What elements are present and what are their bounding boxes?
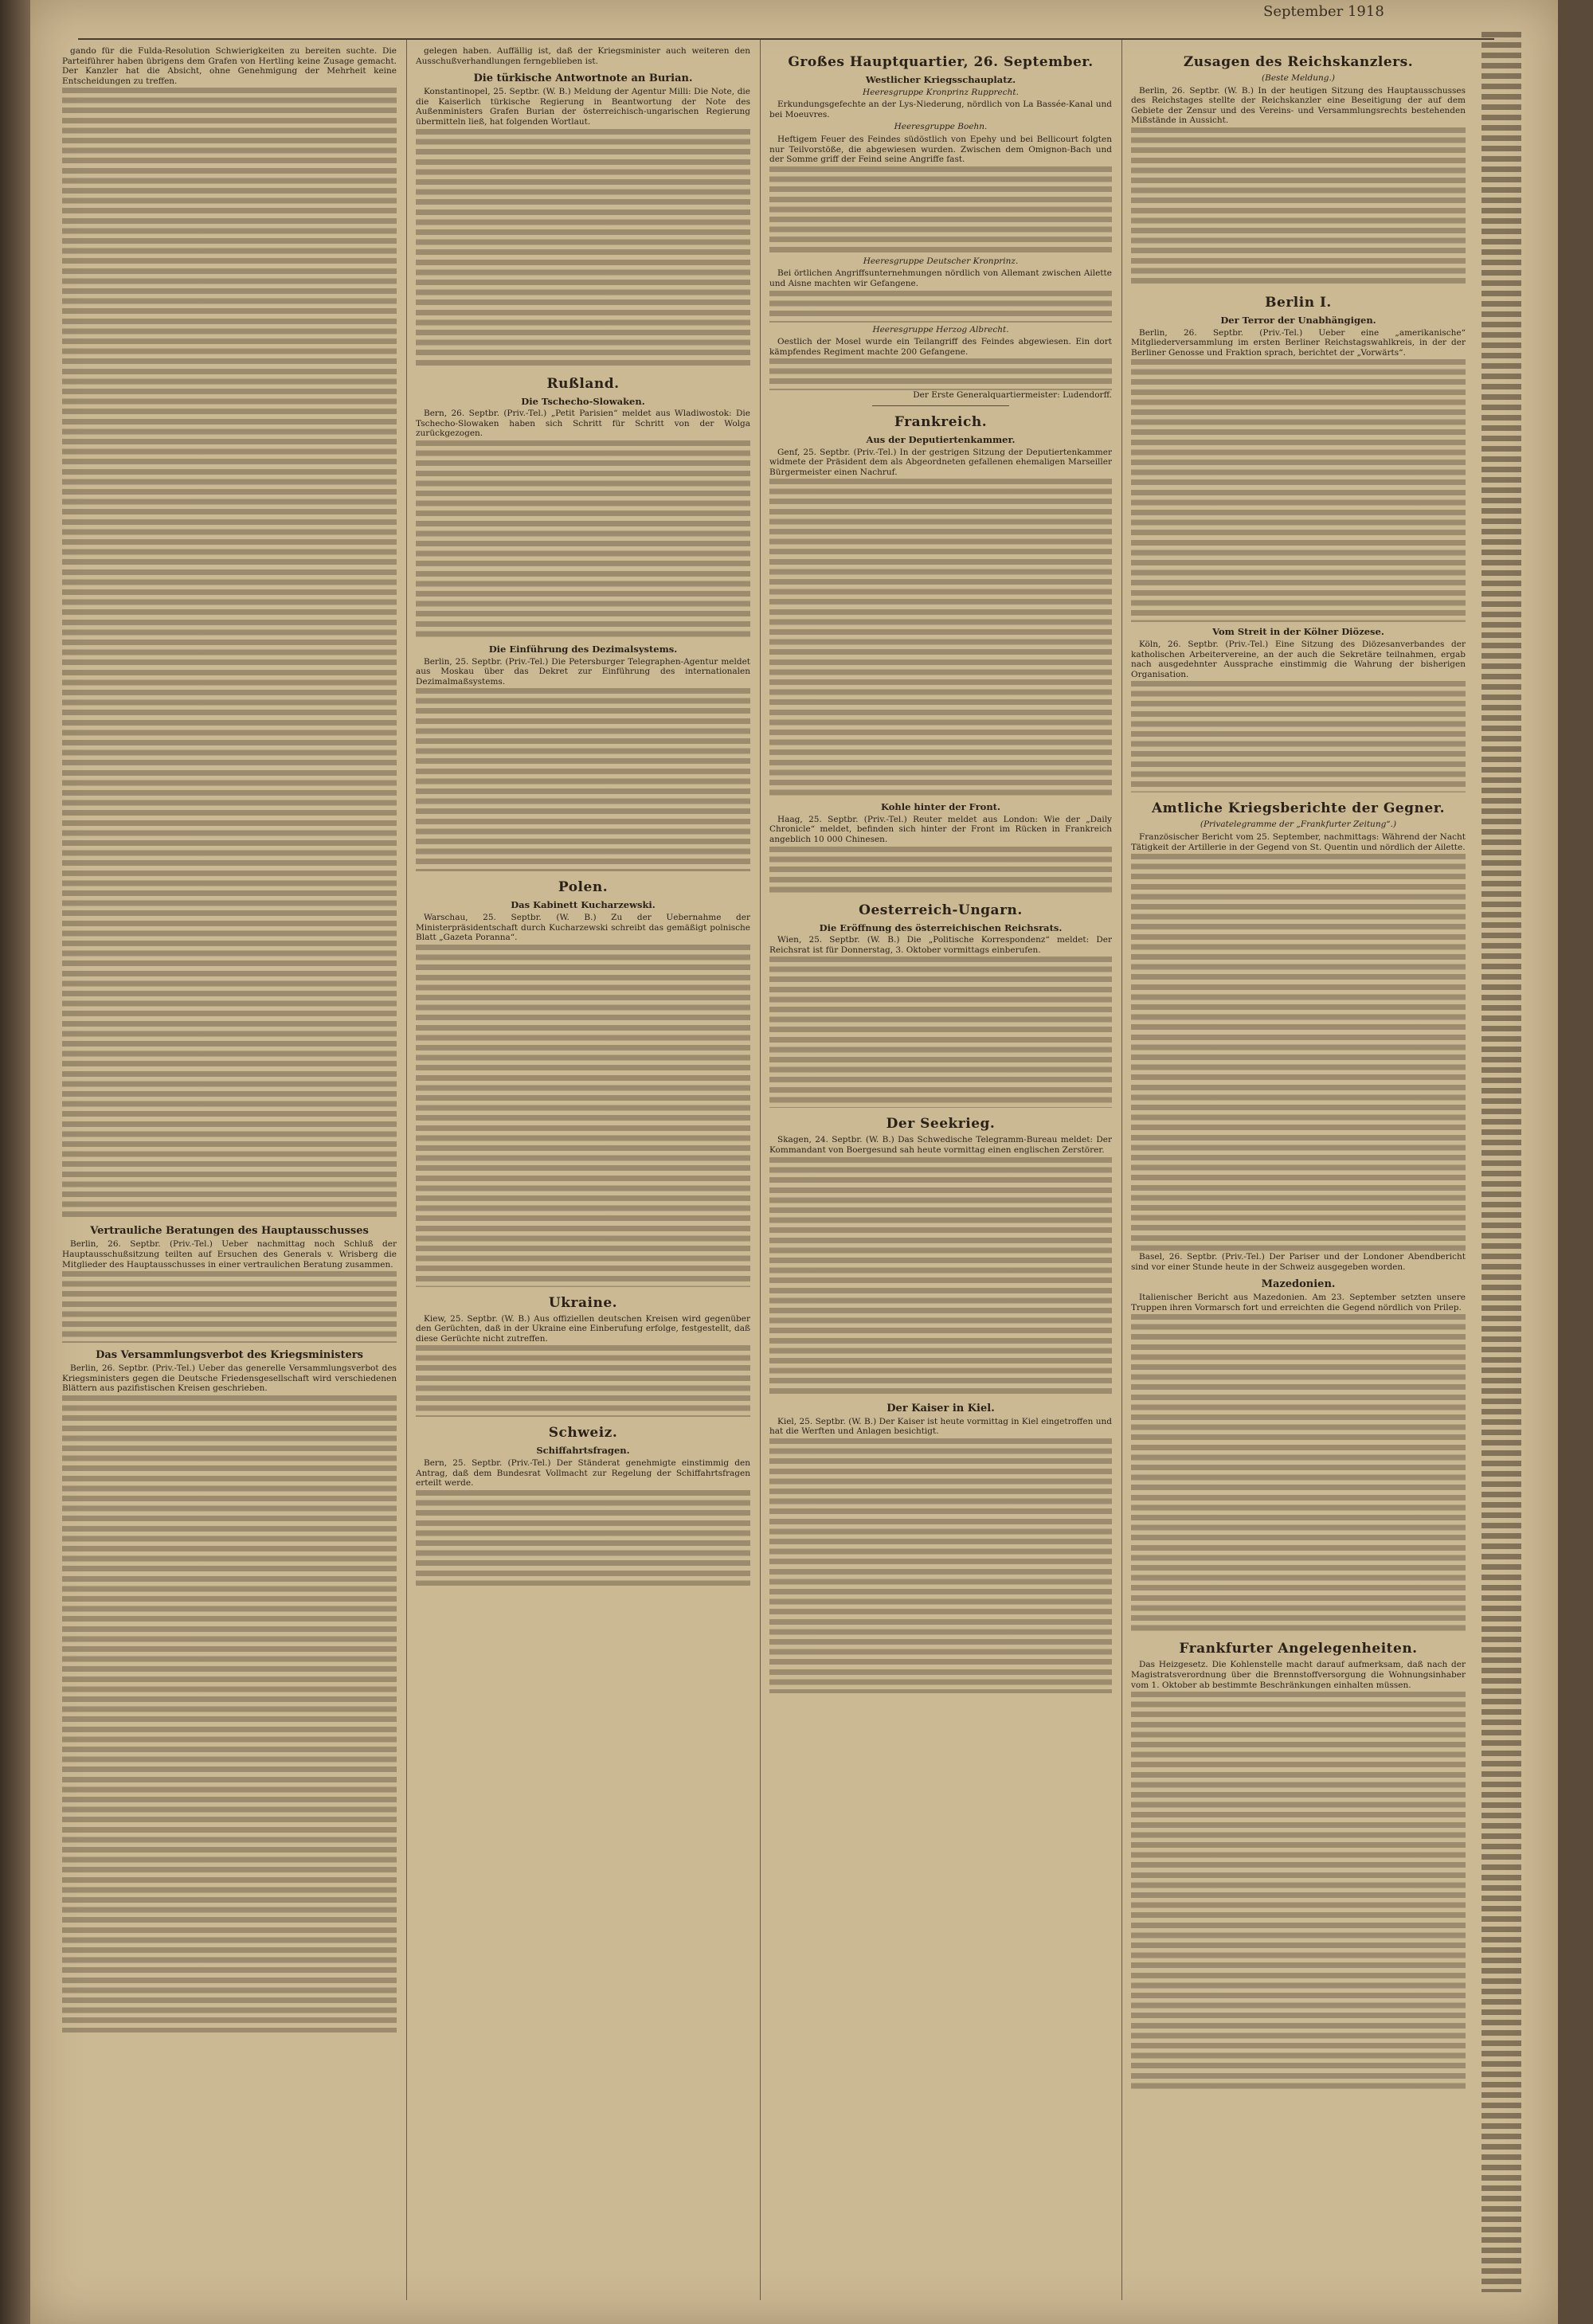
adjacent-page-edge <box>1481 32 1521 2292</box>
col3-heading-seekrieg: Der Seekrieg. <box>886 1116 996 1133</box>
col1-top-paragraph: gando für die Fulda-Resolution Schwierigkeiten zu bereiten suchte. Die Parteiführer haben übrigens dem Grafen von Hertling keine Zusage gemacht. Der Kanzler hat die Absicht, ohne Genehmigung der Mehrheit keine Entscheidungen zu treffen. <box>62 46 397 86</box>
col2-paragraph-turkish: Konstantinopel, 25. Septbr. (W. B.) Meldung der Agentur Milli: Die Note, die die Kaiserlich türkische Regierung in Beantwortung der Note des Außenministers Grafen Burian der österreichisch-ungarischen Regierung übermitteln ließ, hat folgenden Wortlaut. <box>416 87 750 127</box>
col2-text-block-5 <box>416 1345 750 1417</box>
col4-paragraph-terror: Berlin, 26. Septbr. (Priv.-Tel.) Ueber eine „amerikanische“ Mitgliederversammlung im ersten Berliner Reichstagswahlkreis, in der der Berliner Genosse und Fraktion sprach, berichtet der „Vorwärts“. <box>1131 327 1466 358</box>
col4-text-block-6 <box>1131 1692 1466 2090</box>
column-rule <box>406 40 407 2300</box>
col2-heading-dezimal: Die Einführung des Dezimalsystems. <box>488 643 678 655</box>
col3-text-block-2 <box>769 291 1112 323</box>
col3-text-block-4 <box>769 479 1112 797</box>
col2-subheading-tschecho: Die Tschecho-Slowaken. <box>521 395 645 407</box>
col3-paragraph-kronprinz: Bei örtlichen Angriffsunternehmungen nördlich von Allemant zwischen Ailette und Aisne machten wir Gefangene. <box>769 268 1112 288</box>
col2-text-block-6 <box>416 1490 750 1586</box>
col3-subheading-west: Westlicher Kriegsschauplatz. <box>865 74 1016 85</box>
col3-heading-frankreich: Frankreich. <box>894 413 988 430</box>
col4-paragraph-frankfurter: Das Heizgesetz. Die Kohlenstelle macht darauf aufmerksam, daß nach der Magistratsverordnung über die Brennstoffversorgung die Wohnungsinhaber vom 1. Oktober ab bestimmte Beschränkungen einhalten müssen. <box>1131 1660 1466 1690</box>
col2-paragraph-dezimal: Berlin, 25. Septbr. (Priv.-Tel.) Die Petersburger Telegraphen-Agentur meldet aus Moskau über das Dekret zur Einführung des internationalen Dezimalmaßsystems. <box>416 656 750 687</box>
book-binding-edge <box>0 0 30 2324</box>
col2-top-paragraph: gelegen haben. Auffällig ist, daß der Kriegsminister auch weiteren den Ausschußverhandlungen ferngeblieben ist. <box>416 46 750 66</box>
col2-subheading-schiff: Schiffahrtsfragen. <box>536 1445 630 1457</box>
col2-text-block-4 <box>416 945 750 1287</box>
column-rule <box>760 40 761 2300</box>
col2-heading-turkish: Die türkische Antwortnote an Burian. <box>473 72 693 85</box>
col3-subheading-albrecht: Heeresgruppe Herzog Albrecht. <box>872 324 1009 335</box>
col3-heading-oesterreich: Oesterreich-Ungarn. <box>859 902 1023 918</box>
col4-heading-berlin: Berlin I. <box>1265 294 1332 311</box>
col4-heading-koeln: Vom Streit in der Kölner Diözese. <box>1212 626 1384 638</box>
col3-text-block-8 <box>769 1438 1112 1693</box>
col3-heading-hinter: Kohle hinter der Front. <box>880 801 1001 813</box>
separator <box>872 405 1009 406</box>
col1-text-block-3 <box>62 1395 397 2033</box>
col3-text-block-5 <box>769 847 1112 894</box>
col4-paragraph-amtliche: Französischer Bericht vom 25. September, nachmittags: Während der Nacht Tätigkeit der Artillerie in der Gegend von St. Quentin und nördlich der Ailette. <box>1131 831 1466 852</box>
col1-paragraph-vertrauliche: Berlin, 26. Septbr. (Priv.-Tel.) Ueber nachmittag noch Schluß der Hauptausschußsitzung teilten auf Ersuchen des Generals v. Wrisberg die Mitglieder des Hauptausschusses in einer vertraulichen Beratung zusammen. <box>62 1239 397 1270</box>
col4-heading-frankfurter: Frankfurter Angelegenheiten. <box>1179 1641 1418 1657</box>
col2-heading-ukraine: Ukraine. <box>548 1294 618 1311</box>
col4-text-block-5 <box>1131 1314 1466 1633</box>
col4-heading-amtliche: Amtliche Kriegsberichte der Gegner. <box>1151 800 1446 817</box>
col3-signature: Der Erste Generalquartiermeister: Ludendorff. <box>913 390 1112 401</box>
col2-heading-russland: Rußland. <box>546 375 620 392</box>
page-folio: September 1918 <box>1263 3 1384 20</box>
col4-text-block-1 <box>1131 127 1466 287</box>
col3-subheading-kronprinz: Heeresgruppe Deutscher Kronprinz. <box>863 256 1019 266</box>
col2-paragraph-ukraine: Kiew, 25. Septbr. (W. B.) Aus offiziellen deutschen Kreisen wird gegenüber den Gerüchten, daß in der Ukraine eine Einberufung erfolge, festgestellt, daß diese Gerüchte nicht zutreffen. <box>416 1313 750 1344</box>
col2-heading-schweiz: Schweiz. <box>548 1425 618 1442</box>
col2-text-block-3 <box>416 688 750 871</box>
col3-paragraph-reichsrat: Wien, 25. Septbr. (W. B.) Die „Politische Korrespondenz“ meldet: Der Reichsrat ist für Donnerstag, 3. Oktober vormittags einberufen. <box>769 935 1112 955</box>
col3-subheading-reichsrat: Die Eröffnung des österreichischen Reichsrats. <box>819 921 1063 933</box>
col3-heading-kaiser: Der Kaiser in Kiel. <box>887 1402 995 1414</box>
header-rule <box>78 38 1494 40</box>
col4-heading-zusagen: Zusagen des Reichskanzlers. <box>1183 54 1414 70</box>
column-4 <box>1131 46 1466 2292</box>
col3-heading-hauptquartier: Großes Hauptquartier, 26. September. <box>788 54 1094 70</box>
col3-subheading-boehn: Heeresgruppe Boehn. <box>894 122 988 132</box>
col2-paragraph-tschecho: Bern, 26. Septbr. (Priv.-Tel.) „Petit Parisien“ meldet aus Wladiwostok: Die Tschecho-Slowaken haben sich Schritt für Schritt von der Wolga zurückgezogen. <box>416 409 750 439</box>
col4-text-block-2 <box>1131 359 1466 622</box>
col4-paragraph-zusagen: Berlin, 26. Septbr. (W. B.) In der heutigen Sitzung des Hauptausschusses des Reichstages stellte der Reichskanzler eine Beseitigung der auf dem Gebiete der Zensur und des Vereins- und Versammlungsrechts bestehenden Mißstände in Aussicht. <box>1131 85 1466 126</box>
col3-paragraph-boehn: Heftigem Feuer des Feindes südöstlich von Epehy und bei Bellicourt folgten nur Teilvorstöße, die abgewiesen wurden. Zwischen dem Omignon-Bach und der Somme griff der Feind seine Angriffe fast. <box>769 134 1112 165</box>
col3-text-block-7 <box>769 1157 1112 1396</box>
col4-paragraph-koeln: Köln, 26. Septbr. (Priv.-Tel.) Eine Sitzung des Diözesanverbandes der katholischen Arbeitervereine, an der auch die Sekretäre teilnahmen, ergab nach ausgedehnter Aussprache einstimmig die Wahrung der bisherigen Organisation. <box>1131 639 1466 679</box>
col4-text-block-3 <box>1131 681 1466 792</box>
col4-text-block-4 <box>1131 854 1466 1252</box>
col4-subheading-amtliche: (Privatelegramme der „Frankfurter Zeitung“.) <box>1200 820 1397 830</box>
col4-subheading-terror: Der Terror der Unabhängigen. <box>1220 314 1376 326</box>
col3-text-block-3 <box>769 358 1112 390</box>
col4-paragraph-mazedonien: Italienischer Bericht aus Mazedonien. Am 23. September setzten unsere Truppen ihren Vormarsch fort und erreichten die Gegend nördlich von Prilep. <box>1131 1293 1466 1313</box>
col2-text-block-1 <box>416 129 750 368</box>
column-3 <box>769 46 1112 2292</box>
col2-subheading-kabinett: Das Kabinett Kucharzewski. <box>511 899 656 911</box>
col4-subheading-zusagen: (Beste Meldung.) <box>1262 73 1335 83</box>
col3-text-block-6 <box>769 957 1112 1108</box>
col3-text-block-1 <box>769 166 1112 254</box>
col4-paragraph-basel: Basel, 26. Septbr. (Priv.-Tel.) Der Pariser und der Londoner Abendbericht sind vor einer Stunde heute in der Schweiz ausgegeben worden. <box>1131 1252 1466 1272</box>
col3-subheading-deputierten: Aus der Deputiertenkammer. <box>866 433 1016 445</box>
col2-heading-polen: Polen. <box>558 879 609 896</box>
column-2 <box>416 46 750 2292</box>
col2-text-block-2 <box>416 440 750 640</box>
col4-heading-mazedonien: Mazedonien. <box>1261 1278 1336 1291</box>
newspaper-page <box>30 0 1558 2324</box>
col1-body-text-block <box>62 88 397 1219</box>
col3-subheading-rupprecht: Heeresgruppe Kronprinz Rupprecht. <box>863 87 1019 97</box>
col3-paragraph-seekrieg: Skagen, 24. Septbr. (W. B.) Das Schwedische Telegramm-Bureau meldet: Der Kommandant von Boergesund sah heute vormittag einen englischen Zerstörer. <box>769 1135 1112 1156</box>
col1-paragraph-versammlungsverbot: Berlin, 26. Septbr. (Priv.-Tel.) Ueber das generelle Versammlungsverbot des Kriegsministers gegen die Deutsche Friedensgesellschaft wird verschiedenen Blättern aus pazifistischen Kreisen geschrieben. <box>62 1363 397 1394</box>
col3-paragraph-deputierten: Genf, 25. Septbr. (Priv.-Tel.) In der gestrigen Sitzung der Deputiertenkammer widmete der Präsident dem als Abgeordneten gefallenen ehemaligen Marseiller Bürgermeister einen Nachruf. <box>769 447 1112 477</box>
col3-paragraph-rupprecht: Erkundungsgefechte an der Lys-Niederung, nördlich von La Bassée-Kanal und bei Moeuvres. <box>769 100 1112 119</box>
col2-paragraph-kabinett: Warschau, 25. Septbr. (W. B.) Zu der Uebernahme der Ministerpräsidentschaft durch Kucharzewski schreibt das gemäßigt polnische Blatt „Gazeta Poranna“. <box>416 912 750 943</box>
col1-text-block-2 <box>62 1271 397 1343</box>
col3-paragraph-hinter: Haag, 25. Septbr. (Priv.-Tel.) Reuter meldet aus London: Wie der „Daily Chronicle“ meldet, befinden sich hinter der Front im Rücken in Frankreich angeblich 10 000 Chinesen. <box>769 814 1112 845</box>
column-rule <box>1121 40 1122 2300</box>
column-1 <box>62 46 397 2292</box>
col1-heading-versammlungsverbot: Das Versammlungsverbot des Kriegsministers <box>96 1349 363 1362</box>
col1-heading-vertrauliche: Vertrauliche Beratungen des Hauptausschusses <box>90 1225 369 1238</box>
col3-paragraph-kaiser: Kiel, 25. Septbr. (W. B.) Der Kaiser ist heute vormittag in Kiel eingetroffen und hat die Werften und Anlagen besichtigt. <box>769 1416 1112 1437</box>
col2-paragraph-schiff: Bern, 25. Septbr. (Priv.-Tel.) Der Ständerat genehmigte einstimmig den Antrag, daß dem Bundesrat Vollmacht zur Regelung der Schiffahrtsfragen erteilt werde. <box>416 1458 750 1489</box>
col3-paragraph-albrecht: Oestlich der Mosel wurde ein Teilangriff des Feindes abgewiesen. Ein dort kämpfendes Regiment machte 200 Gefangene. <box>769 337 1112 357</box>
